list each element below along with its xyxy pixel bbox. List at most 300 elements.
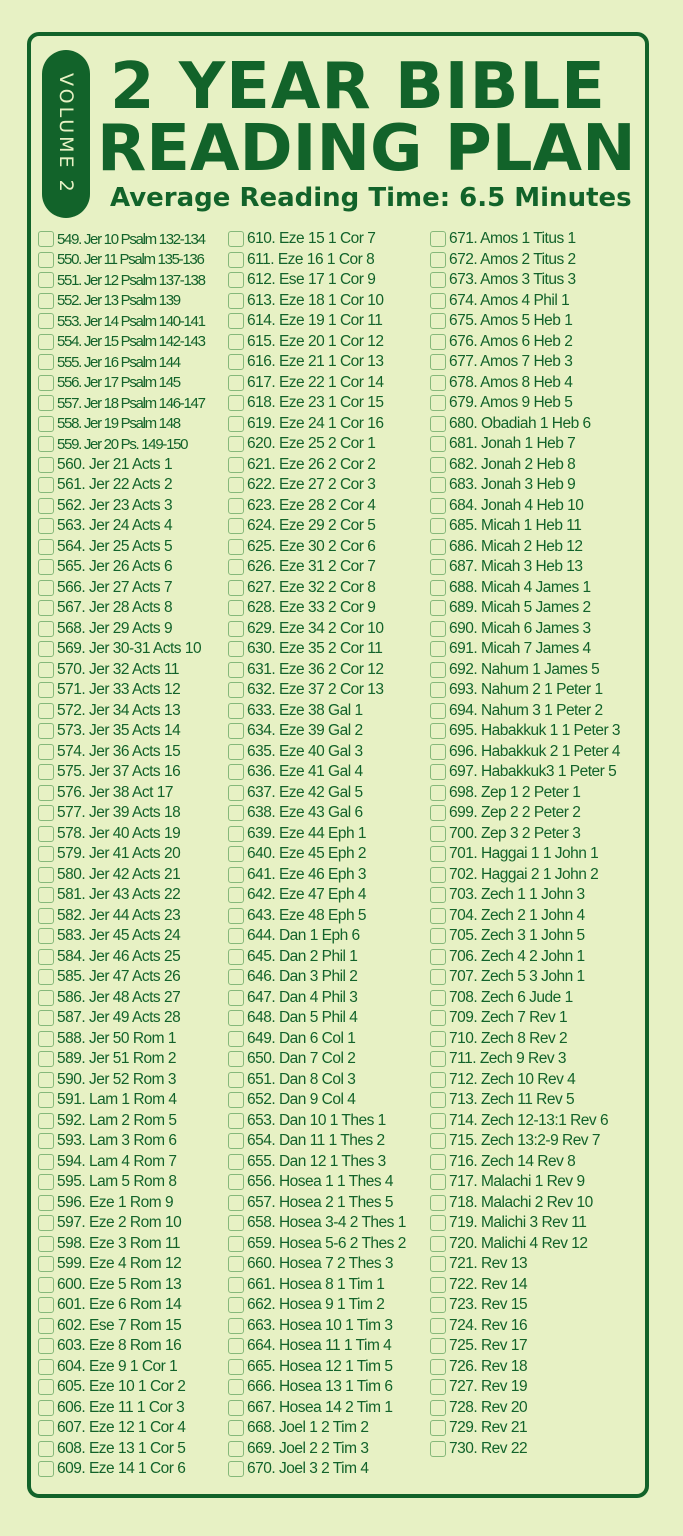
reading-list-item <box>430 578 645 599</box>
reading-list-item <box>38 250 228 271</box>
checkbox[interactable] <box>228 703 244 719</box>
checkbox[interactable] <box>228 1420 244 1436</box>
checkbox[interactable] <box>430 1297 446 1313</box>
checkbox[interactable] <box>38 600 54 616</box>
reading-list-item <box>430 475 645 496</box>
checkbox[interactable] <box>228 580 244 596</box>
reading-list-item <box>38 229 228 250</box>
reading-label: 628. Eze 33 2 Cor 9 <box>247 599 376 617</box>
checkbox[interactable] <box>38 1359 54 1375</box>
reading-label: 685. Micah 1 Heb 11 <box>449 517 582 535</box>
reading-time-subtitle: Average Reading Time: 6.5 Minutes <box>110 183 632 213</box>
checkbox[interactable] <box>228 1297 244 1313</box>
checkbox[interactable] <box>228 477 244 493</box>
checkbox[interactable] <box>228 354 244 370</box>
checkbox[interactable] <box>38 354 54 370</box>
checkbox[interactable] <box>228 805 244 821</box>
checkbox[interactable] <box>430 805 446 821</box>
reading-list-item <box>228 373 428 394</box>
checkbox[interactable] <box>38 1236 54 1252</box>
checkbox[interactable] <box>228 457 244 473</box>
reading-list-item <box>430 906 645 927</box>
checkbox[interactable] <box>430 1400 446 1416</box>
checkbox[interactable] <box>38 1133 54 1149</box>
reading-list-item <box>228 1008 428 1029</box>
reading-list-item <box>430 516 645 537</box>
reading-list-item <box>38 639 228 660</box>
reading-list-item <box>38 1398 228 1419</box>
checkbox[interactable] <box>228 867 244 883</box>
checkbox[interactable] <box>228 1174 244 1190</box>
reading-label: 567. Jer 28 Acts 8 <box>57 599 173 617</box>
reading-label: 581. Jer 43 Acts 22 <box>57 886 181 904</box>
reading-list-item <box>228 496 428 517</box>
reading-label: 621. Eze 26 2 Cor 2 <box>247 455 376 473</box>
checkbox[interactable] <box>38 334 54 350</box>
checkbox[interactable] <box>228 1338 244 1354</box>
checkbox[interactable] <box>228 1154 244 1170</box>
checkbox[interactable] <box>38 313 54 329</box>
reading-label: 550. Jer 11 Psalm 135-136 <box>57 251 204 269</box>
checkbox[interactable] <box>228 1031 244 1047</box>
checkbox[interactable] <box>430 1420 446 1436</box>
reading-label: 553. Jer 14 Psalm 140-141 <box>57 312 205 330</box>
reading-label: 620. Eze 25 2 Cor 1 <box>247 435 376 453</box>
checkbox[interactable] <box>228 518 244 534</box>
checkbox[interactable] <box>38 1174 54 1190</box>
checkbox[interactable] <box>430 1215 446 1231</box>
checkbox[interactable] <box>228 498 244 514</box>
reading-label: 599. Eze 4 Rom 12 <box>57 1255 182 1273</box>
checkbox[interactable] <box>228 436 244 452</box>
checkbox[interactable] <box>38 805 54 821</box>
reading-label: 613. Eze 18 1 Cor 10 <box>247 291 384 309</box>
checkbox[interactable] <box>430 1359 446 1375</box>
reading-list-item <box>430 1152 645 1173</box>
checkbox[interactable] <box>38 1420 54 1436</box>
checkbox[interactable] <box>228 1010 244 1026</box>
checkbox[interactable] <box>228 1195 244 1211</box>
checkbox[interactable] <box>430 1236 446 1252</box>
reading-list-item <box>38 557 228 578</box>
checkbox[interactable] <box>228 744 244 760</box>
checkbox[interactable] <box>430 1010 446 1026</box>
reading-label: 721. Rev 13 <box>449 1255 528 1273</box>
reading-list-item <box>228 414 428 435</box>
checkbox[interactable] <box>430 1338 446 1354</box>
checkbox[interactable] <box>430 313 446 329</box>
checkbox[interactable] <box>430 559 446 575</box>
checkbox[interactable] <box>228 1359 244 1375</box>
checkbox[interactable] <box>38 1297 54 1313</box>
checkbox[interactable] <box>430 662 446 678</box>
checkbox[interactable] <box>228 272 244 288</box>
checkbox[interactable] <box>228 662 244 678</box>
checkbox[interactable] <box>430 641 446 657</box>
reading-list-item <box>430 865 645 886</box>
checkbox[interactable] <box>430 293 446 309</box>
checkbox[interactable] <box>430 969 446 985</box>
checkbox[interactable] <box>430 231 446 247</box>
checkbox[interactable] <box>430 1379 446 1395</box>
reading-list-item <box>38 291 228 312</box>
checkbox[interactable] <box>430 457 446 473</box>
checkbox[interactable] <box>228 1236 244 1252</box>
checkbox[interactable] <box>430 1256 446 1272</box>
checkbox[interactable] <box>430 949 446 965</box>
reading-label: 684. Jonah 4 Heb 10 <box>449 496 584 514</box>
checkbox[interactable] <box>228 559 244 575</box>
checkbox[interactable] <box>430 1133 446 1149</box>
checkbox[interactable] <box>38 682 54 698</box>
checkbox[interactable] <box>38 416 54 432</box>
checkbox[interactable] <box>430 908 446 924</box>
reading-list-item <box>228 803 428 824</box>
checkbox[interactable] <box>430 1051 446 1067</box>
checkbox[interactable] <box>38 826 54 842</box>
checkbox[interactable] <box>38 621 54 637</box>
reading-list-item <box>38 742 228 763</box>
checkbox[interactable] <box>228 1215 244 1231</box>
reading-list-item <box>38 352 228 373</box>
volume-label: VOLUME 2 <box>55 73 77 195</box>
checkbox[interactable] <box>228 231 244 247</box>
reading-list-item <box>38 1049 228 1070</box>
checkbox[interactable] <box>430 600 446 616</box>
checkbox[interactable] <box>228 1277 244 1293</box>
checkbox[interactable] <box>38 1215 54 1231</box>
checkbox[interactable] <box>38 1154 54 1170</box>
reading-label: 607. Eze 12 1 Cor 4 <box>57 1419 186 1437</box>
reading-label: 663. Hosea 10 1 Tim 3 <box>247 1316 393 1334</box>
reading-label: 687. Micah 3 Heb 13 <box>449 558 583 576</box>
reading-list-item <box>38 537 228 558</box>
checkbox[interactable] <box>38 764 54 780</box>
reading-label: 624. Eze 29 2 Cor 5 <box>247 517 376 535</box>
checkbox[interactable] <box>38 1441 54 1457</box>
reading-label: 561. Jer 22 Acts 2 <box>57 476 173 494</box>
checkbox[interactable] <box>38 1379 54 1395</box>
checkbox[interactable] <box>38 1072 54 1088</box>
reading-label: 682. Jonah 2 Heb 8 <box>449 455 576 473</box>
reading-label: 709. Zech 7 Rev 1 <box>449 1009 568 1027</box>
checkbox[interactable] <box>38 1461 54 1477</box>
reading-list-item <box>228 1336 428 1357</box>
checkbox[interactable] <box>38 1092 54 1108</box>
reading-label: 570. Jer 32 Acts 11 <box>57 660 180 678</box>
checkbox[interactable] <box>38 641 54 657</box>
reading-label: 675. Amos 5 Heb 1 <box>449 312 573 330</box>
checkbox[interactable] <box>228 1379 244 1395</box>
checkbox[interactable] <box>430 621 446 637</box>
checkbox[interactable] <box>228 990 244 1006</box>
checkbox[interactable] <box>430 1031 446 1047</box>
reading-label: 653. Dan 10 1 Thes 1 <box>247 1111 386 1129</box>
checkbox[interactable] <box>38 703 54 719</box>
checkbox[interactable] <box>38 1010 54 1026</box>
checkbox[interactable] <box>228 908 244 924</box>
checkbox[interactable] <box>38 539 54 555</box>
reading-list-item <box>430 1275 645 1296</box>
checkbox[interactable] <box>430 395 446 411</box>
checkbox[interactable] <box>430 785 446 801</box>
checkbox[interactable] <box>430 436 446 452</box>
reading-label: 678. Amos 8 Heb 4 <box>449 373 573 391</box>
reading-list-item <box>228 619 428 640</box>
reading-label: 683. Jonah 3 Heb 9 <box>449 476 576 494</box>
reading-list-item <box>38 885 228 906</box>
reading-label: 658. Hosea 3-4 2 Thes 1 <box>247 1214 406 1232</box>
reading-list-item <box>38 1008 228 1029</box>
checkbox[interactable] <box>228 969 244 985</box>
reading-label: 579. Jer 41 Acts 20 <box>57 845 181 863</box>
checkbox[interactable] <box>38 518 54 534</box>
checkbox[interactable] <box>38 1400 54 1416</box>
reading-label: 712. Zech 10 Rev 4 <box>449 1070 576 1088</box>
checkbox[interactable] <box>228 1400 244 1416</box>
reading-label: 600. Eze 5 Rom 13 <box>57 1275 182 1293</box>
reading-list-item <box>228 1439 428 1460</box>
reading-label: 645. Dan 2 Phil 1 <box>247 947 358 965</box>
checkbox[interactable] <box>228 1072 244 1088</box>
checkbox[interactable] <box>38 1318 54 1334</box>
reading-list-item <box>430 947 645 968</box>
checkbox[interactable] <box>38 887 54 903</box>
checkbox[interactable] <box>430 1441 446 1457</box>
checkbox[interactable] <box>38 1277 54 1293</box>
checkbox[interactable] <box>228 1051 244 1067</box>
reading-label: 674. Amos 4 Phil 1 <box>449 291 570 309</box>
checkbox[interactable] <box>38 580 54 596</box>
checkbox[interactable] <box>228 1113 244 1129</box>
checkbox[interactable] <box>430 1092 446 1108</box>
checkbox[interactable] <box>430 498 446 514</box>
checkbox[interactable] <box>430 1154 446 1170</box>
reading-label: 640. Eze 45 Eph 2 <box>247 845 367 863</box>
checkbox[interactable] <box>430 682 446 698</box>
reading-list-item <box>38 1418 228 1439</box>
checkbox[interactable] <box>430 518 446 534</box>
checkbox[interactable] <box>38 949 54 965</box>
checkbox[interactable] <box>430 990 446 1006</box>
checkbox[interactable] <box>228 375 244 391</box>
checkbox[interactable] <box>38 1031 54 1047</box>
checkbox[interactable] <box>38 252 54 268</box>
checkbox[interactable] <box>430 1174 446 1190</box>
reading-list-item <box>228 311 428 332</box>
reading-list-item <box>430 803 645 824</box>
reading-label: 598. Eze 3 Rom 11 <box>57 1234 181 1252</box>
checkbox[interactable] <box>228 252 244 268</box>
checkbox[interactable] <box>228 764 244 780</box>
checkbox[interactable] <box>38 928 54 944</box>
reading-label: 575. Jer 37 Acts 16 <box>57 763 181 781</box>
checkbox[interactable] <box>228 887 244 903</box>
checkbox[interactable] <box>38 1195 54 1211</box>
checkbox[interactable] <box>430 252 446 268</box>
reading-label: 580. Jer 42 Acts 21 <box>57 865 181 883</box>
checkbox[interactable] <box>228 416 244 432</box>
checkbox[interactable] <box>228 826 244 842</box>
checkbox[interactable] <box>430 580 446 596</box>
reading-label: 568. Jer 29 Acts 9 <box>57 619 173 637</box>
checkbox[interactable] <box>228 334 244 350</box>
checkbox[interactable] <box>38 1051 54 1067</box>
reading-label: 699. Zep 2 2 Peter 2 <box>449 804 581 822</box>
checkbox[interactable] <box>228 682 244 698</box>
reading-list-item <box>228 1295 428 1316</box>
reading-label: 582. Jer 44 Acts 23 <box>57 906 181 924</box>
checkbox[interactable] <box>430 764 446 780</box>
reading-label: 707. Zech 5 3 John 1 <box>449 968 585 986</box>
checkbox[interactable] <box>228 1133 244 1149</box>
reading-label: 556. Jer 17 Psalm 145 <box>57 374 180 392</box>
reading-label: 588. Jer 50 Rom 1 <box>57 1029 177 1047</box>
checkbox[interactable] <box>38 846 54 862</box>
checkbox[interactable] <box>430 1277 446 1293</box>
checkbox[interactable] <box>38 498 54 514</box>
reading-label: 602. Ese 7 Rom 15 <box>57 1316 182 1334</box>
checkbox[interactable] <box>38 1338 54 1354</box>
checkbox[interactable] <box>38 395 54 411</box>
checkbox[interactable] <box>38 990 54 1006</box>
checkbox[interactable] <box>228 641 244 657</box>
volume-badge <box>42 50 90 218</box>
reading-label: 619. Eze 24 1 Cor 16 <box>247 414 384 432</box>
reading-label: 704. Zech 2 1 John 4 <box>449 906 585 924</box>
checkbox[interactable] <box>430 539 446 555</box>
checkbox[interactable] <box>228 395 244 411</box>
checkbox[interactable] <box>228 1461 244 1477</box>
checkbox[interactable] <box>38 457 54 473</box>
checkbox[interactable] <box>38 785 54 801</box>
reading-label: 662. Hosea 9 1 Tim 2 <box>247 1296 385 1314</box>
checkbox[interactable] <box>38 867 54 883</box>
checkbox[interactable] <box>38 477 54 493</box>
checkbox[interactable] <box>430 477 446 493</box>
checkbox[interactable] <box>38 375 54 391</box>
reading-list-item <box>38 373 228 394</box>
reading-list-item <box>228 988 428 1009</box>
reading-label: 576. Jer 38 Act 17 <box>57 783 173 801</box>
reading-list-item <box>430 1398 645 1419</box>
checkbox[interactable] <box>228 785 244 801</box>
reading-list-item <box>38 824 228 845</box>
checkbox[interactable] <box>228 600 244 616</box>
checkbox[interactable] <box>430 928 446 944</box>
checkbox[interactable] <box>38 969 54 985</box>
checkbox[interactable] <box>430 826 446 842</box>
checkbox[interactable] <box>228 621 244 637</box>
reading-list-item <box>38 1213 228 1234</box>
checkbox[interactable] <box>38 231 54 247</box>
reading-list-item <box>430 967 645 988</box>
reading-label: 638. Eze 43 Gal 6 <box>247 804 363 822</box>
checkbox[interactable] <box>430 272 446 288</box>
checkbox[interactable] <box>228 1092 244 1108</box>
checkbox[interactable] <box>38 744 54 760</box>
reading-label: 659. Hosea 5-6 2 Thes 2 <box>247 1234 406 1252</box>
checkbox[interactable] <box>430 375 446 391</box>
checkbox[interactable] <box>430 1113 446 1129</box>
reading-label: 719. Malichi 3 Rev 11 <box>449 1214 587 1232</box>
reading-list-item <box>228 516 428 537</box>
reading-list-item <box>228 229 428 250</box>
checkbox[interactable] <box>430 887 446 903</box>
reading-list-item <box>228 906 428 927</box>
page-title-line2: READING PLAN <box>97 112 636 186</box>
checkbox[interactable] <box>430 703 446 719</box>
checkbox[interactable] <box>228 1256 244 1272</box>
checkbox[interactable] <box>430 846 446 862</box>
reading-label: 601. Eze 6 Rom 14 <box>57 1296 182 1314</box>
reading-label: 622. Eze 27 2 Cor 3 <box>247 476 376 494</box>
checkbox[interactable] <box>228 1441 244 1457</box>
reading-list-item <box>430 619 645 640</box>
reading-list-item <box>430 988 645 1009</box>
reading-label: 679. Amos 9 Heb 5 <box>449 394 573 412</box>
reading-list-item <box>228 660 428 681</box>
reading-label: 641. Eze 46 Eph 3 <box>247 865 367 883</box>
checkbox[interactable] <box>38 723 54 739</box>
reading-list-item <box>228 434 428 455</box>
reading-list-item <box>228 1049 428 1070</box>
checkbox[interactable] <box>228 293 244 309</box>
checkbox[interactable] <box>430 867 446 883</box>
checkbox[interactable] <box>38 1256 54 1272</box>
checkbox[interactable] <box>430 1195 446 1211</box>
reading-label: 726. Rev 18 <box>449 1357 528 1375</box>
reading-label: 680. Obadiah 1 Heb 6 <box>449 414 591 432</box>
checkbox[interactable] <box>228 949 244 965</box>
checkbox[interactable] <box>228 928 244 944</box>
reading-label: 690. Micah 6 James 3 <box>449 619 591 637</box>
checkbox[interactable] <box>430 1318 446 1334</box>
reading-label: 558. Jer 19 Psalm 148 <box>57 415 180 433</box>
checkbox[interactable] <box>228 723 244 739</box>
checkbox[interactable] <box>430 416 446 432</box>
checkbox[interactable] <box>228 313 244 329</box>
checkbox[interactable] <box>38 662 54 678</box>
checkbox[interactable] <box>228 846 244 862</box>
checkbox[interactable] <box>38 272 54 288</box>
reading-list-item <box>430 434 645 455</box>
checkbox[interactable] <box>430 1072 446 1088</box>
checkbox[interactable] <box>38 908 54 924</box>
reading-label: 590. Jer 52 Rom 3 <box>57 1070 177 1088</box>
checkbox[interactable] <box>430 744 446 760</box>
checkbox[interactable] <box>38 293 54 309</box>
reading-label: 661. Hosea 8 1 Tim 1 <box>247 1275 385 1293</box>
checkbox[interactable] <box>228 539 244 555</box>
reading-list-item <box>38 270 228 291</box>
checkbox[interactable] <box>228 1318 244 1334</box>
reading-list-item <box>430 496 645 517</box>
checkbox[interactable] <box>38 436 54 452</box>
checkbox[interactable] <box>38 1113 54 1129</box>
checkbox[interactable] <box>38 559 54 575</box>
reading-label: 616. Eze 21 1 Cor 13 <box>247 353 384 371</box>
reading-list-item <box>430 742 645 763</box>
reading-list-item <box>38 1254 228 1275</box>
checkbox[interactable] <box>430 334 446 350</box>
reading-label: 617. Eze 22 1 Cor 14 <box>247 373 384 391</box>
reading-list-item <box>430 762 645 783</box>
checkbox[interactable] <box>430 723 446 739</box>
reading-label: 648. Dan 5 Phil 4 <box>247 1009 358 1027</box>
checkbox[interactable] <box>430 354 446 370</box>
reading-label: 700. Zep 3 2 Peter 3 <box>449 824 581 842</box>
